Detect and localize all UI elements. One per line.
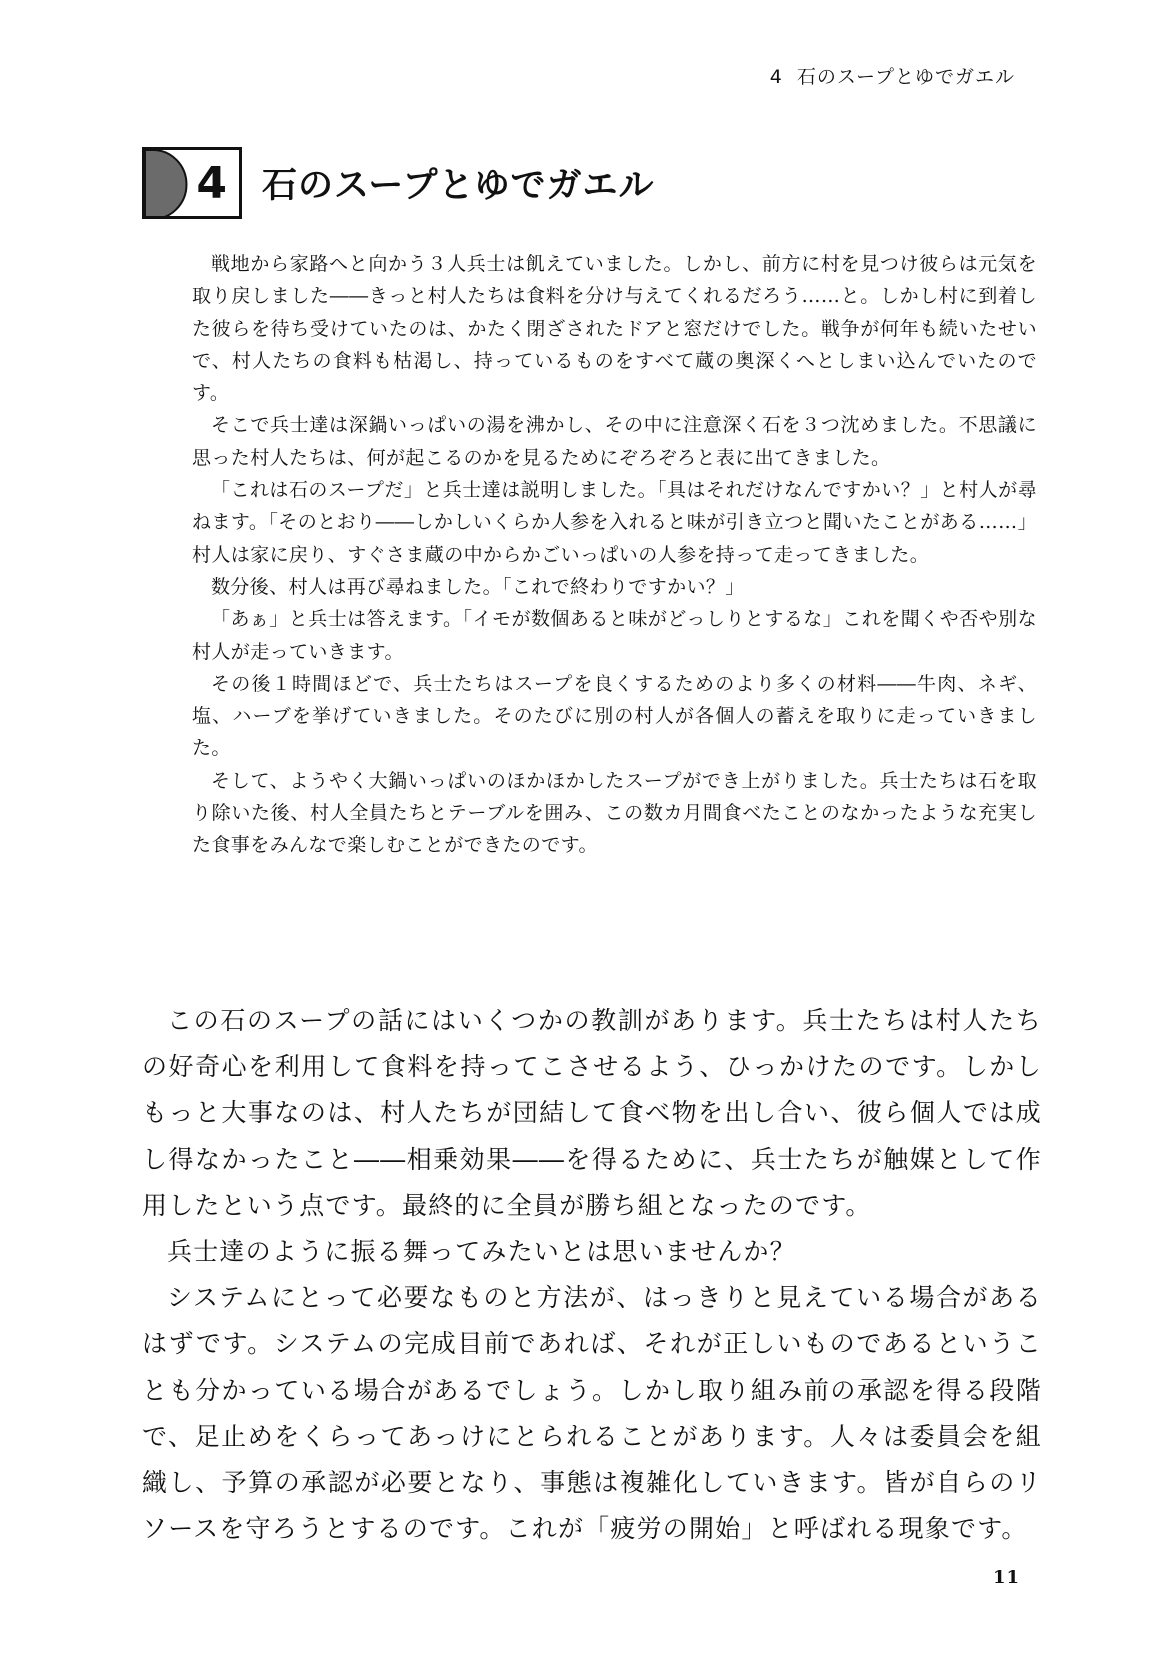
body-paragraph: 兵士達のように振る舞ってみたいとは思いませんか？ (167, 1237, 796, 1267)
section-heading (142, 145, 655, 221)
body-text (142, 998, 1042, 1552)
running-head-title: 石のスープとゆでガエル (796, 66, 1015, 88)
story-paragraph: 数分後、村人は再び尋ねました。「これで終わりですかい？」 (211, 575, 745, 598)
story-paragraph: その後１時間ほどで、兵士たちはスープを良くするためのより多くの材料――牛肉、ネギ、塩、ハーブを挙げていきました。そのたびに別の村人が各個人の蓄えを取りに走っていきました。 (192, 672, 1037, 760)
section-number: 4 (196, 158, 227, 209)
story-paragraph: そこで兵士達は深鍋いっぱいの湯を沸かし、その中に注意深く石を３つ沈めました。不思議に思った村人たちは、何が起こるのかを見るためにぞろぞろと表に出てきました。 (192, 414, 1037, 469)
body-paragraph: この石のスープの話にはいくつかの教訓があります。兵士たちは村人たちの好奇心を利用して食料を持ってこさせるよう、ひっかけたのです。しかしもっと大事なのは、村人たちが団結して食べ物を出し合い、彼ら個人では成し得なかったこと――相乗効果――を得るために、兵士たちが触媒として作用したという点です。最終的に全員が勝ち組となったのです。 (142, 1006, 1042, 1220)
story-paragraph: 「あぁ」と兵士は答えます。「イモが数個あると味がどっしりとするな」これを聞くや否や別な村人が走っていきます。 (192, 608, 1037, 663)
story-paragraph: 「これは石のスープだ」と兵士達は説明しました。「具はそれだけなんですかい？」と村人が尋ねます。「そのとおり――しかしいくらか人参を入れると味が引き立つと聞いたことがある……」村人は家に戻り、すぐさま蔵の中からかごいっぱいの人参を持って走ってきました。 (192, 479, 1037, 566)
section-title: 石のスープとゆでガエル (262, 166, 655, 206)
half-circle-icon (145, 150, 242, 219)
section-number-badge (142, 147, 242, 219)
page-number: 11 (992, 1567, 1020, 1588)
stone-soup-story (192, 248, 1037, 862)
running-head-number: 4 (769, 66, 783, 88)
story-paragraph: 戦地から家路へと向かう３人兵士は飢えていました。しかし、前方に村を見つけ彼らは元気を取り戻しました――きっと村人たちは食料を分け与えてくれるだろう……と。しかし村に到着した彼らを待ち受けていたのは、かたく閉ざされたドアと窓だけでした。戦争が何年も続いたせいで、村人たちの食料も枯渇し、持っているものをすべて蔵の奥深くへとしまい込んでいたのです。 (192, 253, 1037, 405)
story-paragraph: そして、ようやく大鍋いっぱいのほかほかしたスープができ上がりました。兵士たちは石を取り除いた後、村人全員たちとテーブルを囲み、この数カ月間食べたことのなかったような充実した食事をみんなで楽しむことができたのです。 (192, 769, 1037, 857)
body-paragraph: システムにとって必要なものと方法が、はっきりと見えている場合があるはずです。システムの完成目前であれば、それが正しいものであるということも分かっている場合があるでしょう。しかし取り組み前の承認を得る段階で、足止めをくらってあっけにとられることがあります。人々は委員会を組織し、予算の承認が必要となり、事態は複雑化していきます。皆が自らのリソースを守ろうとするのです。これが「疲労の開始」と呼ばれる現象です。 (142, 1283, 1042, 1544)
running-head (770, 62, 1015, 89)
